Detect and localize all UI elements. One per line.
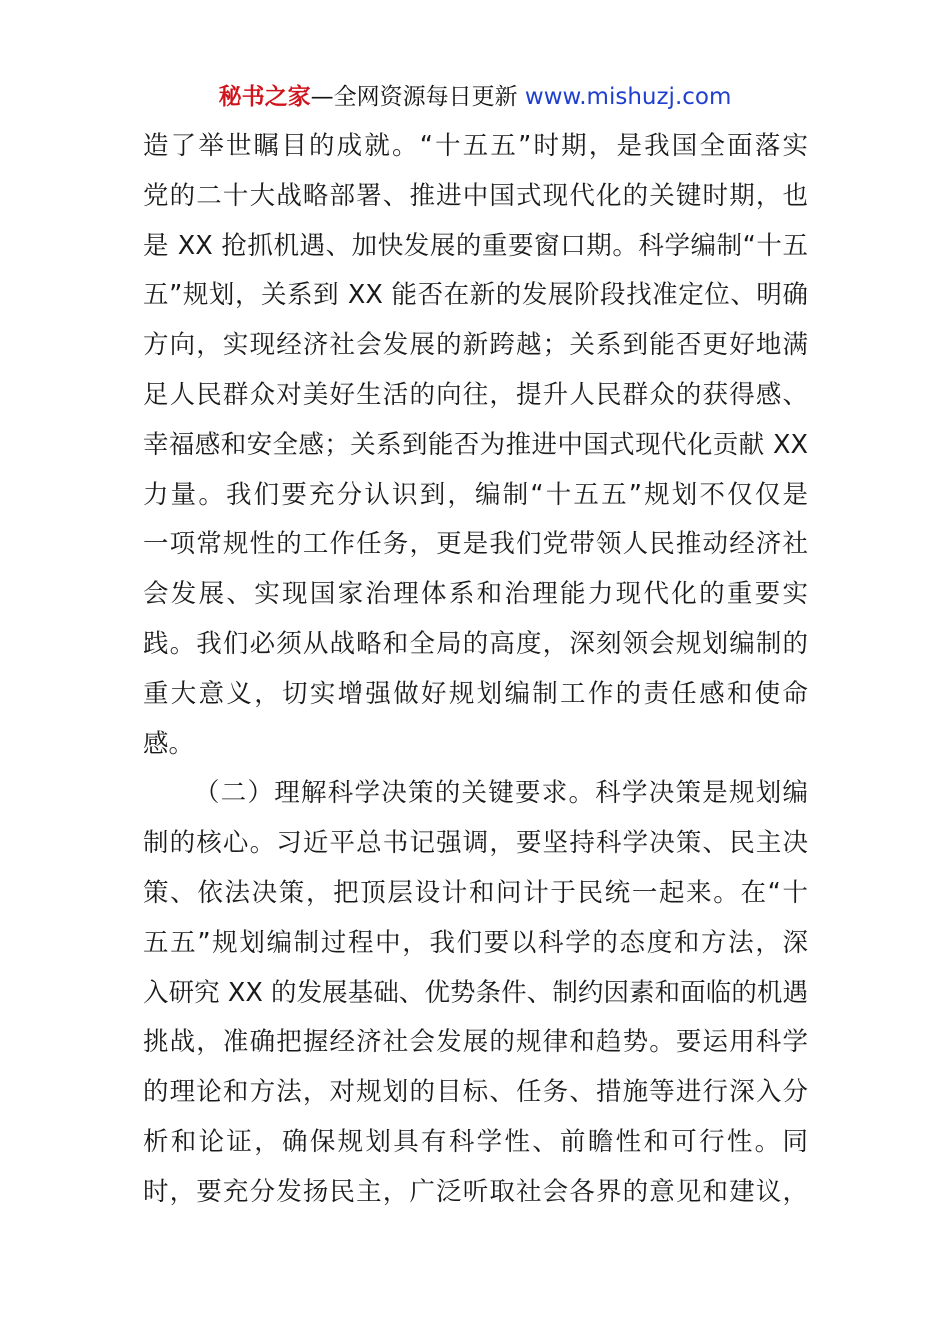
site-brand: 秘书之家 [218, 84, 311, 110]
text-line: 的理论和方法，对规划的目标、任务、措施等进行深入分 [143, 1077, 808, 1108]
text-line: 造了举世瞩目的成就。“十五五”时期，是我国全面落实 [143, 131, 808, 161]
text-line: 践。我们必须从战略和全局的高度，深刻领会规划编制的 [143, 628, 808, 659]
text-line: 足人民群众对美好生活的向往，提升人民群众的获得感、 [143, 379, 808, 410]
site-header [0, 82, 950, 112]
text-line: 感。 [143, 728, 195, 759]
text-line: 方向，实现经济社会发展的新跨越；关系到能否更好地满 [143, 330, 808, 361]
text-line: 入研究 XX 的发展基础、优势条件、制约因素和面临的机遇 [143, 977, 808, 1008]
text-line: 时，要充分发扬民主，广泛听取社会各界的意见和建议， [143, 1176, 808, 1207]
text-line: 五五”规划编制过程中，我们要以科学的态度和方法，深 [143, 927, 808, 958]
text-line: 力量。我们要充分认识到，编制“十五五”规划不仅仅是 [143, 479, 808, 510]
document-body [143, 122, 808, 1218]
text-line: 重大意义，切实增强做好规划编制工作的责任感和使命 [143, 678, 808, 709]
text-line: 挑战，准确把握经济社会发展的规律和趋势。要运用科学 [143, 1027, 808, 1058]
text-line: 幸福感和安全感；关系到能否为推进中国式现代化贡献 XX [143, 429, 808, 460]
section-heading-line: （二）理解科学决策的关键要求。科学决策是规划编 [194, 778, 808, 809]
text-line: 一项常规性的工作任务，更是我们党带领人民推动经济社 [143, 529, 808, 560]
text-line: 会发展、实现国家治理体系和治理能力现代化的重要实 [143, 579, 808, 610]
site-tagline: —全网资源每日更新 [310, 84, 518, 110]
text-line: 是 XX 抢抓机遇、加快发展的重要窗口期。科学编制“十五 [143, 230, 808, 261]
text-line: 析和论证，确保规划具有科学性、前瞻性和可行性。同 [143, 1126, 808, 1157]
site-url-link[interactable]: www.mishuzj.com [524, 84, 732, 110]
text-line: 党的二十大战略部署、推进中国式现代化的关键时期，也 [143, 180, 808, 211]
text-line: 制的核心。习近平总书记强调，要坚持科学决策、民主决 [143, 828, 808, 859]
text-line: 五”规划，关系到 XX 能否在新的发展阶段找准定位、明确 [143, 280, 808, 311]
text-line: 策、依法决策，把顶层设计和问计于民统一起来。在“十 [143, 877, 808, 908]
